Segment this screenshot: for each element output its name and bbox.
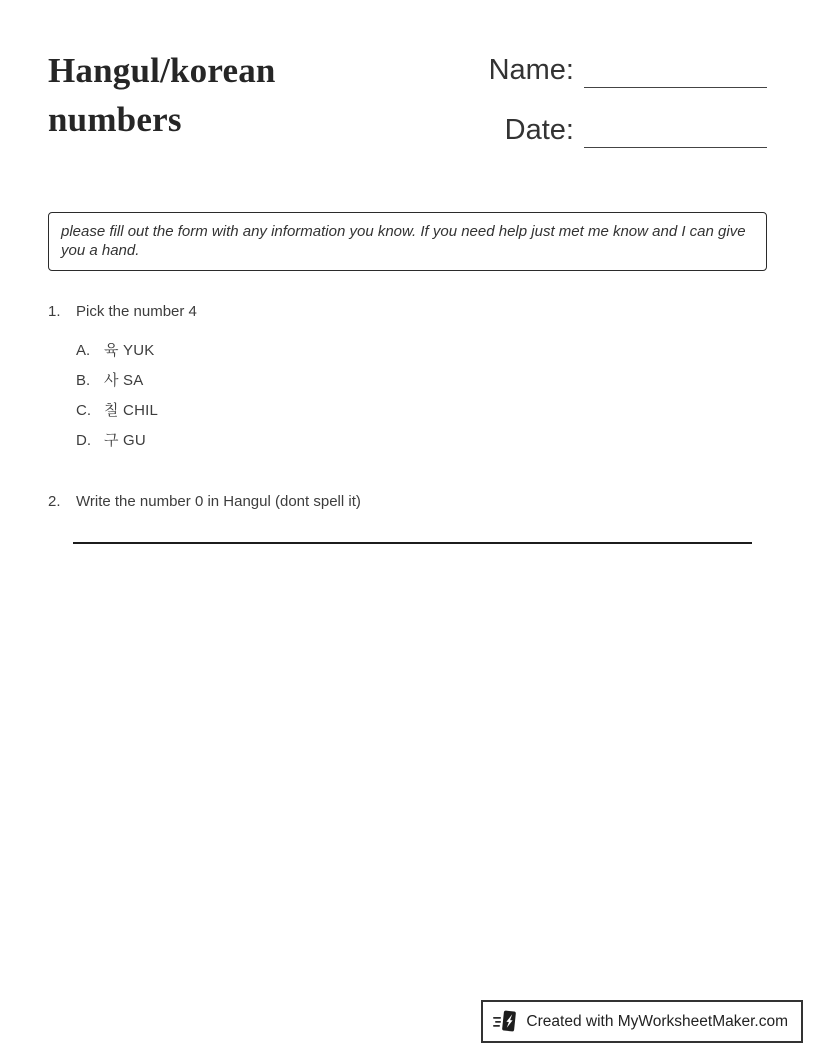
questions-section xyxy=(0,304,816,544)
date-field-row xyxy=(489,112,767,148)
worksheet-header xyxy=(0,0,816,172)
credit-badge xyxy=(481,1000,803,1043)
instructions-text: please fill out the form with any information you know. If you need help just met me know and I can give you a hand. xyxy=(61,223,746,259)
credit-text: Created with MyWorksheetMaker.com xyxy=(526,1012,788,1030)
date-label: Date: xyxy=(504,114,574,146)
question-2 xyxy=(48,494,768,544)
question-1 xyxy=(48,304,768,449)
date-blank-line xyxy=(584,114,767,148)
question-1-options xyxy=(76,343,768,449)
flying-worksheet-icon xyxy=(492,1008,519,1035)
option-a-letter: A. xyxy=(76,342,91,359)
name-field-row xyxy=(489,52,767,88)
name-label: Name: xyxy=(488,54,574,86)
option-c-letter: C. xyxy=(76,402,91,419)
question-1-text: Pick the number 4 xyxy=(76,303,197,320)
instructions-box xyxy=(48,212,767,271)
option-c-text: 칠 CHIL xyxy=(104,402,159,419)
option-a-text: 육 YUK xyxy=(104,342,155,359)
question-1-prompt xyxy=(48,304,768,320)
option-d xyxy=(76,433,768,449)
page-title: Hangul/korean numbers xyxy=(48,51,276,139)
option-b-text: 사 SA xyxy=(104,372,144,389)
option-d-text: 구 GU xyxy=(104,432,146,449)
question-2-prompt xyxy=(48,494,768,510)
option-a xyxy=(76,343,768,359)
answer-blank-line xyxy=(73,542,752,544)
question-2-number: 2. xyxy=(48,493,61,510)
option-d-letter: D. xyxy=(76,432,91,449)
option-b-letter: B. xyxy=(76,372,91,389)
question-1-number: 1. xyxy=(48,303,61,320)
option-c xyxy=(76,403,768,419)
option-b xyxy=(76,373,768,389)
question-2-text: Write the number 0 in Hangul (dont spell it) xyxy=(76,493,361,510)
name-blank-line xyxy=(584,54,767,88)
name-date-fields xyxy=(489,46,767,172)
